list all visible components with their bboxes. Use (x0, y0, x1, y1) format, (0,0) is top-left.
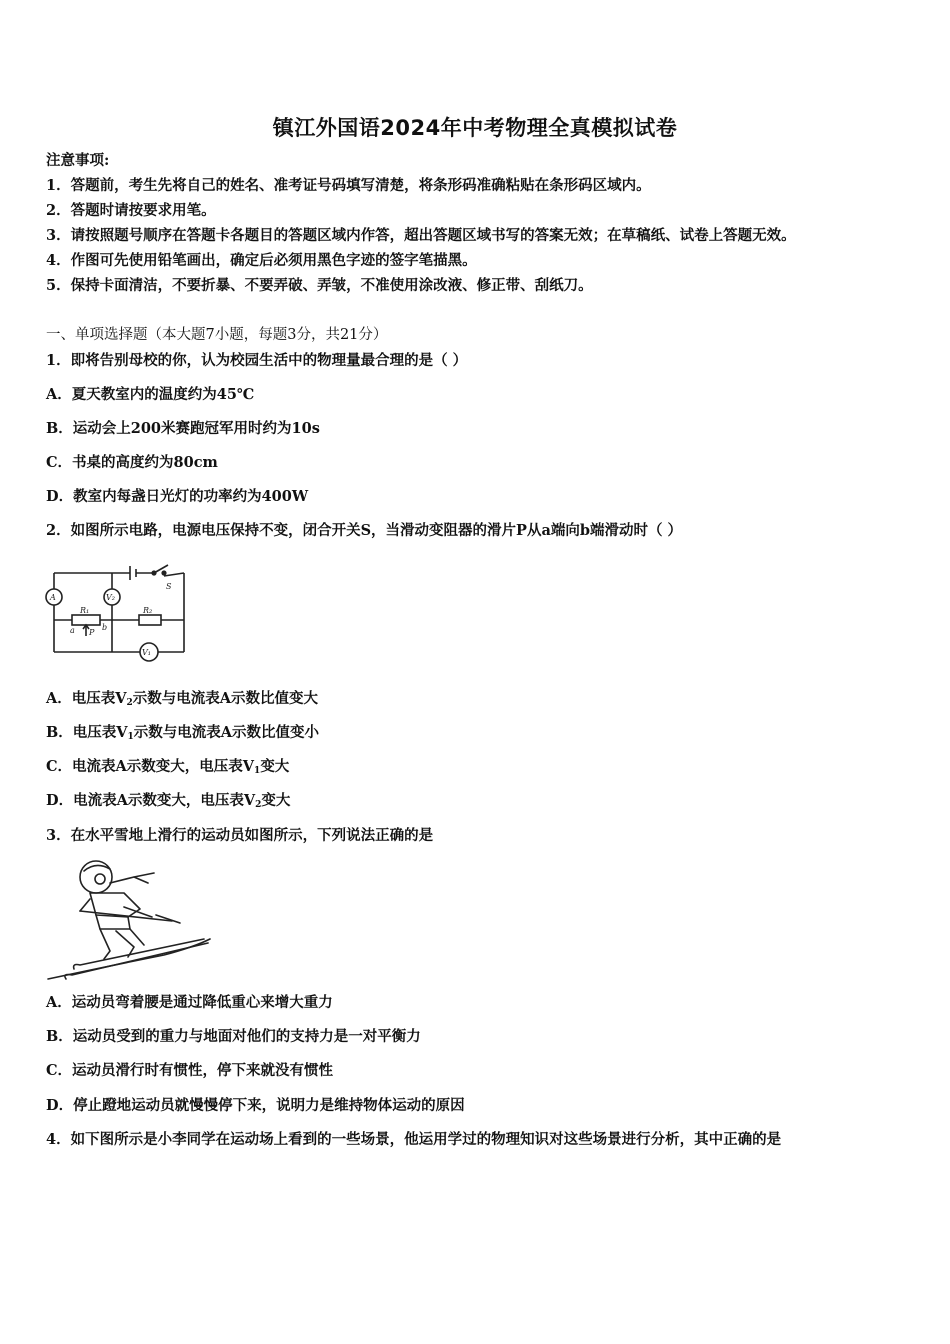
question-3-stem: 3．在水平雪地上滑行的运动员如图所示，下列说法正确的是 (46, 827, 434, 844)
v2-label: V₂ (106, 593, 115, 602)
notice-heading: 注意事项: (46, 152, 110, 169)
q2-option-a: A．电压表$V_2$示数与电流表A示数比值变大 (46, 690, 319, 708)
question-4-stem: 4．如下图所示是小李同学在运动场上看到的一些场景，他运用学过的物理知识对这些场景进行分析，其中正确的是 (46, 1131, 782, 1148)
q3-option-b: B．运动员受到的重力与地面对他们的支持力是一对平衡力 (46, 1028, 421, 1045)
question-2-stem: 2．如图所示电路，电源电压保持不变，闭合开关S，当滑动变阻器的滑片P从a端向b端滑动时（ ） (46, 522, 683, 539)
terminal-b-label: b (102, 623, 108, 632)
q2-option-b: B．电压表$V_1$示数与电流表A示数比值变小 (46, 724, 320, 742)
v1-label: V₁ (142, 648, 151, 657)
notice-item-4: 4．作图可先使用铅笔画出，确定后必须用黑色字迹的签字笔描黑。 (46, 252, 477, 269)
q3-option-d: D．停止蹬地运动员就慢慢停下来，说明力是维持物体运动的原因 (46, 1097, 465, 1114)
skier-illustration (44, 855, 212, 983)
q3-option-a: A．运动员弯着腰是通过降低重心来增大重力 (46, 994, 333, 1011)
q1-option-d: D．教室内每盏日光灯的功率约为400W (46, 488, 309, 505)
circuit-diagram (44, 562, 190, 662)
notice-item-2: 2．答题时请按要求用笔。 (46, 202, 216, 219)
page-title: 镇江外国语2024年中考物理全真模拟试卷 (272, 116, 678, 140)
question-1-stem: 1．即将告别母校的你，认为校园生活中的物理量最合理的是（ ） (46, 352, 468, 369)
q1-option-c: C．书桌的高度约为80cm (46, 454, 218, 471)
q1-option-a: A．夏天教室内的温度约为45℃ (46, 386, 255, 403)
r2-label: R₂ (143, 606, 153, 615)
r1-label: R₁ (80, 606, 90, 615)
notice-item-5: 5．保持卡面清洁，不要折暴、不要弄破、弄皱，不准使用涂改液、修正带、刮纸刀。 (46, 277, 593, 294)
q2-option-d: D．电流表A示数变大，电压表$V_2$变大 (46, 792, 291, 810)
slider-p-label: P (89, 628, 95, 637)
notice-item-1: 1．答题前，考生先将自己的姓名、准考证号码填写清楚，将条形码准确粘贴在条形码区域内。 (46, 177, 651, 194)
q1-option-b: B．运动会上200米赛跑冠军用时约为10s (46, 420, 320, 437)
q3-option-c: C．运动员滑行时有惯性，停下来就没有惯性 (46, 1062, 334, 1079)
notice-item-3: 3．请按照题号顺序在答题卡各题目的答题区域内作答，超出答题区域书写的答案无效；在草稿纸、试卷上答题无效。 (46, 227, 796, 244)
switch-label: S (166, 582, 172, 591)
q2-option-c: C．电流表A示数变大，电压表$V_1$变大 (46, 758, 290, 776)
ammeter-label: A (50, 593, 56, 602)
section-heading: 一、单项选择题（本大题7小题，每题3分，共21分） (46, 327, 388, 343)
terminal-a-label: a (70, 626, 75, 635)
